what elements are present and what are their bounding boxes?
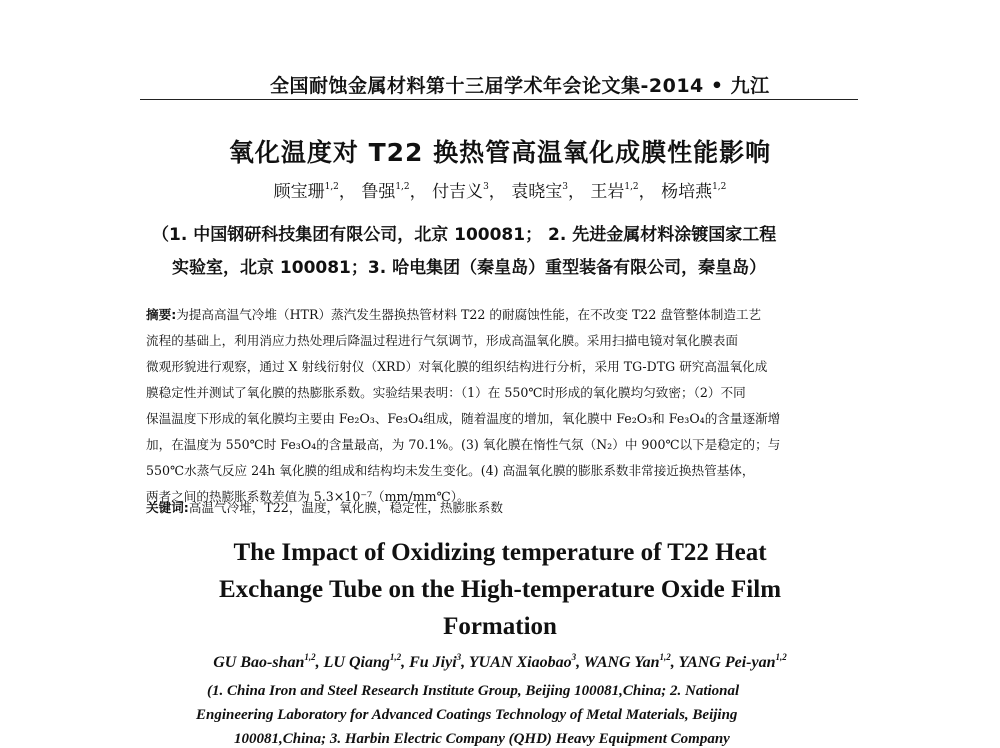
author: 鲁强$^{1,2}$，: [361, 182, 427, 202]
author: 袁晓宝$^3$，: [511, 182, 585, 202]
author: 顾宝珊$^{1,2}$，: [273, 182, 356, 202]
english-affiliation-line: 100081,China; 3. Harbin Electric Company (QHD) Heavy Equipment Company: [234, 731, 730, 747]
chinese-authors: [0, 177, 1000, 202]
abstract-line: 550℃水蒸气反应 24h 氧化膜的组成和结构均未发生变化。(4) 高温氧化膜的膨胀系数非常接近换热管基体，: [146, 463, 755, 478]
english-affiliation-line: (1. China Iron and Steel Research Institute Group, Beijing 100081,China; 2. National: [207, 683, 740, 699]
english-authors: [0, 652, 1000, 672]
author: YUAN Xiaobao$^3$,: [468, 652, 584, 671]
author: 杨培燕$^{1,2}$: [661, 182, 727, 202]
english-title-line: Formation: [443, 613, 557, 640]
english-title-line: Exchange Tube on the High-temperature Oxide Film: [218, 576, 782, 603]
abstract-label: 摘要:: [146, 307, 177, 322]
keywords-label: 关键词:: [146, 500, 189, 515]
english-title-line: The Impact of Oxidizing temperature of T22 Heat: [233, 539, 767, 566]
abstract-line: 膜稳定性并测试了氧化膜的热膨胀系数。实验结果表明：（1）在 550℃时形成的氧化膜均匀致密；（2）不同: [146, 385, 746, 400]
author: Fu Jiyi$^3$,: [409, 652, 469, 671]
abstract-line: 摘要:为提高高温气冷堆（HTR）蒸汽发生器换热管材料 T22 的耐腐蚀性能，在不改变 T22 盘管整体制造工艺: [146, 307, 762, 322]
author: 付吉义$^3$，: [432, 182, 506, 202]
abstract-line: 两者之间的热膨胀系数差值为 5.3×10⁻⁷（mm/mm℃）。: [146, 489, 470, 504]
abstract-line: 微观形貌进行观察，通过 X 射线衍射仪（XRD）对氧化膜的组织结构进行分析，采用 TG-DTG 研究高温氧化成: [146, 359, 768, 374]
header-rule: [140, 99, 858, 100]
chinese-title: 氧化温度对 T22 换热管高温氧化成膜性能影响: [228, 138, 772, 167]
abstract-line: 保温温度下形成的氧化膜均主要由 Fe₂O₃、Fe₃O₄组成，随着温度的增加，氧化膜中 Fe₂O₃和 Fe₃O₄的含量逐渐增: [146, 411, 781, 426]
english-title: [0, 534, 1000, 645]
keywords-line: [146, 497, 503, 516]
chinese-affiliation-line: 实验室，北京 100081；3. 哈电集团（秦皇岛）重型装备有限公司，秦皇岛）: [172, 258, 767, 278]
author: YANG Pei-yan$^{1,2}$: [678, 652, 787, 671]
author: WANG Yan$^{1,2}$,: [583, 652, 679, 671]
chinese-affiliation-line: （1. 中国钢研科技集团有限公司，北京 100081； 2. 先进金属材料涂镀国家工程: [152, 225, 777, 245]
keywords: 高温气冷堆，T22，温度，氧化膜，稳定性，热膨胀系数: [188, 500, 503, 515]
author: GU Bao-shan$^{1,2}$,: [213, 652, 324, 671]
english-affiliation-line: Engineering Laboratory for Advanced Coatings Technology of Metal Materials, Beijing: [196, 707, 738, 723]
author: 王岩$^{1,2}$，: [590, 182, 656, 202]
author: LU Qiang$^{1,2}$,: [323, 652, 410, 671]
running-header: 全国耐蚀金属材料第十三届学术年会论文集-2014 • 九江: [270, 75, 770, 97]
abstract-line: 流程的基础上，利用消应力热处理后降温过程进行气氛调节，形成高温氧化膜。采用扫描电镜对氧化膜表面: [146, 333, 738, 348]
abstract-line: 加，在温度为 550℃时 Fe₃O₄的含量最高，为 70.1%。(3) 氧化膜在惰性气氛（N₂）中 900℃以下是稳定的；与: [146, 437, 781, 452]
